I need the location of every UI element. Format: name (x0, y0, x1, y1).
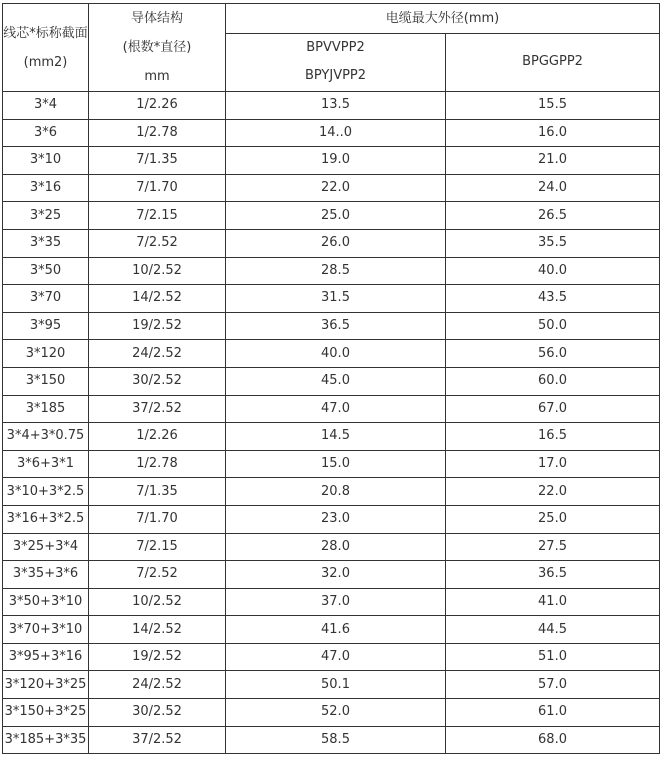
table-row (3, 119, 660, 147)
header-cell-structure (89, 4, 226, 92)
cell-diameter-bpggpp2: 16.0 (446, 119, 660, 147)
cell-structure: 7/2.15 (89, 202, 226, 230)
cell-diameter-bpggpp2: 56.0 (446, 340, 660, 368)
header-cell-bpggpp2: BPGGPP2 (446, 33, 660, 91)
table-row (3, 588, 660, 616)
cell-section: 3*70 (3, 285, 89, 313)
cell-diameter-bpvvpp2: 25.0 (226, 202, 446, 230)
cell-diameter-bpggpp2: 41.0 (446, 588, 660, 616)
header-structure-desc: (根数*直径) (122, 40, 192, 55)
cell-section: 3*6 (3, 119, 89, 147)
cell-diameter-bpvvpp2: 36.5 (226, 312, 446, 340)
cell-section: 3*95 (3, 312, 89, 340)
cell-diameter-bpggpp2: 22.0 (446, 478, 660, 506)
cell-diameter-bpggpp2: 17.0 (446, 450, 660, 478)
table-row (3, 671, 660, 699)
cell-section: 3*95+3*16 (3, 643, 89, 671)
cell-section: 3*185+3*35 (3, 726, 89, 754)
table-row (3, 533, 660, 561)
cell-diameter-bpvvpp2: 58.5 (226, 726, 446, 754)
cell-diameter-bpggpp2: 25.0 (446, 505, 660, 533)
cell-diameter-bpvvpp2: 37.0 (226, 588, 446, 616)
cell-diameter-bpggpp2: 51.0 (446, 643, 660, 671)
table-row (3, 643, 660, 671)
table-row (3, 257, 660, 285)
cell-structure: 7/1.35 (89, 478, 226, 506)
header-section-label: 线芯*标称截面 (3, 25, 88, 41)
cell-structure: 1/2.26 (89, 92, 226, 120)
cell-structure: 14/2.52 (89, 285, 226, 313)
cell-diameter-bpggpp2: 60.0 (446, 367, 660, 395)
cell-structure: 24/2.52 (89, 671, 226, 699)
cell-diameter-bpggpp2: 61.0 (446, 699, 660, 727)
table-row (3, 450, 660, 478)
cell-diameter-bpvvpp2: 32.0 (226, 561, 446, 589)
cell-diameter-bpggpp2: 57.0 (446, 671, 660, 699)
header-cell-bpvvpp2 (226, 33, 446, 91)
header-row-1 (3, 4, 660, 34)
cell-diameter-bpvvpp2: 14..0 (226, 119, 446, 147)
cell-diameter-bpvvpp2: 47.0 (226, 395, 446, 423)
cell-diameter-bpvvpp2: 14.5 (226, 423, 446, 451)
cell-diameter-bpvvpp2: 41.6 (226, 616, 446, 644)
table-row (3, 229, 660, 257)
table-row (3, 174, 660, 202)
table-row (3, 699, 660, 727)
cell-diameter-bpvvpp2: 13.5 (226, 92, 446, 120)
header-structure-unit: mm (144, 69, 170, 84)
cell-section: 3*70+3*10 (3, 616, 89, 644)
table-row (3, 726, 660, 754)
cell-structure: 19/2.52 (89, 643, 226, 671)
table-row (3, 340, 660, 368)
cell-diameter-bpggpp2: 44.5 (446, 616, 660, 644)
cell-section: 3*50+3*10 (3, 588, 89, 616)
cell-structure: 19/2.52 (89, 312, 226, 340)
cell-structure: 37/2.52 (89, 726, 226, 754)
cell-section: 3*10 (3, 147, 89, 175)
cell-diameter-bpvvpp2: 15.0 (226, 450, 446, 478)
table-row (3, 616, 660, 644)
cell-diameter-bpggpp2: 16.5 (446, 423, 660, 451)
cell-section: 3*4+3*0.75 (3, 423, 89, 451)
cell-section: 3*185 (3, 395, 89, 423)
cell-section: 3*6+3*1 (3, 450, 89, 478)
cell-diameter-bpggpp2: 50.0 (446, 312, 660, 340)
cell-diameter-bpvvpp2: 45.0 (226, 367, 446, 395)
cell-structure: 30/2.52 (89, 367, 226, 395)
cell-diameter-bpggpp2: 15.5 (446, 92, 660, 120)
cell-structure: 30/2.52 (89, 699, 226, 727)
header-structure-label: 导体结构 (130, 11, 183, 26)
cell-diameter-bpvvpp2: 26.0 (226, 229, 446, 257)
table-body (3, 4, 660, 754)
cell-diameter-bpvvpp2: 50.1 (226, 671, 446, 699)
cell-diameter-bpggpp2: 40.0 (446, 257, 660, 285)
header-cell-diameter-group: 电缆最大外径(mm) (226, 4, 660, 34)
cell-section: 3*35 (3, 229, 89, 257)
header-bpvvpp2-label: BPVVPP2 (306, 40, 365, 56)
cell-diameter-bpggpp2: 27.5 (446, 533, 660, 561)
header-section-unit: (mm2) (23, 54, 68, 70)
cell-structure: 7/1.70 (89, 505, 226, 533)
cell-structure: 24/2.52 (89, 340, 226, 368)
table-row (3, 285, 660, 313)
cell-diameter-bpvvpp2: 20.8 (226, 478, 446, 506)
cell-diameter-bpggpp2: 68.0 (446, 726, 660, 754)
table-row (3, 478, 660, 506)
cell-diameter-bpggpp2: 24.0 (446, 174, 660, 202)
cell-structure: 7/1.35 (89, 147, 226, 175)
cell-section: 3*16 (3, 174, 89, 202)
cell-diameter-bpggpp2: 26.5 (446, 202, 660, 230)
cell-diameter-bpvvpp2: 52.0 (226, 699, 446, 727)
cell-structure: 14/2.52 (89, 616, 226, 644)
table-row (3, 312, 660, 340)
cell-section: 3*50 (3, 257, 89, 285)
cell-diameter-bpvvpp2: 22.0 (226, 174, 446, 202)
table-row (3, 92, 660, 120)
header-bpyjvpp2-label: BPYJVPP2 (304, 68, 367, 84)
table-row (3, 395, 660, 423)
cell-diameter-bpggpp2: 36.5 (446, 561, 660, 589)
cell-diameter-bpggpp2: 21.0 (446, 147, 660, 175)
cell-section: 3*10+3*2.5 (3, 478, 89, 506)
cell-structure: 7/1.70 (89, 174, 226, 202)
cell-structure: 1/2.78 (89, 450, 226, 478)
cell-structure: 7/2.15 (89, 533, 226, 561)
header-cell-section (3, 4, 89, 92)
table-row (3, 147, 660, 175)
table-row (3, 202, 660, 230)
cable-spec-table (2, 3, 660, 754)
cell-section: 3*120 (3, 340, 89, 368)
cell-diameter-bpvvpp2: 19.0 (226, 147, 446, 175)
table-row (3, 423, 660, 451)
cell-diameter-bpggpp2: 43.5 (446, 285, 660, 313)
cell-structure: 1/2.78 (89, 119, 226, 147)
cell-section: 3*120+3*25 (3, 671, 89, 699)
table-row (3, 505, 660, 533)
cell-diameter-bpvvpp2: 28.0 (226, 533, 446, 561)
cell-diameter-bpggpp2: 35.5 (446, 229, 660, 257)
cell-diameter-bpggpp2: 67.0 (446, 395, 660, 423)
cell-structure: 1/2.26 (89, 423, 226, 451)
cell-structure: 7/2.52 (89, 561, 226, 589)
cell-diameter-bpvvpp2: 28.5 (226, 257, 446, 285)
cell-section: 3*4 (3, 92, 89, 120)
cell-section: 3*25+3*4 (3, 533, 89, 561)
cell-structure: 37/2.52 (89, 395, 226, 423)
cell-section: 3*16+3*2.5 (3, 505, 89, 533)
cell-diameter-bpvvpp2: 23.0 (226, 505, 446, 533)
table-row (3, 367, 660, 395)
cell-structure: 10/2.52 (89, 257, 226, 285)
table-row (3, 561, 660, 589)
cell-section: 3*35+3*6 (3, 561, 89, 589)
cell-diameter-bpvvpp2: 40.0 (226, 340, 446, 368)
cell-diameter-bpvvpp2: 47.0 (226, 643, 446, 671)
cell-section: 3*150+3*25 (3, 699, 89, 727)
cell-structure: 7/2.52 (89, 229, 226, 257)
cell-structure: 10/2.52 (89, 588, 226, 616)
cell-section: 3*150 (3, 367, 89, 395)
cell-section: 3*25 (3, 202, 89, 230)
cell-diameter-bpvvpp2: 31.5 (226, 285, 446, 313)
